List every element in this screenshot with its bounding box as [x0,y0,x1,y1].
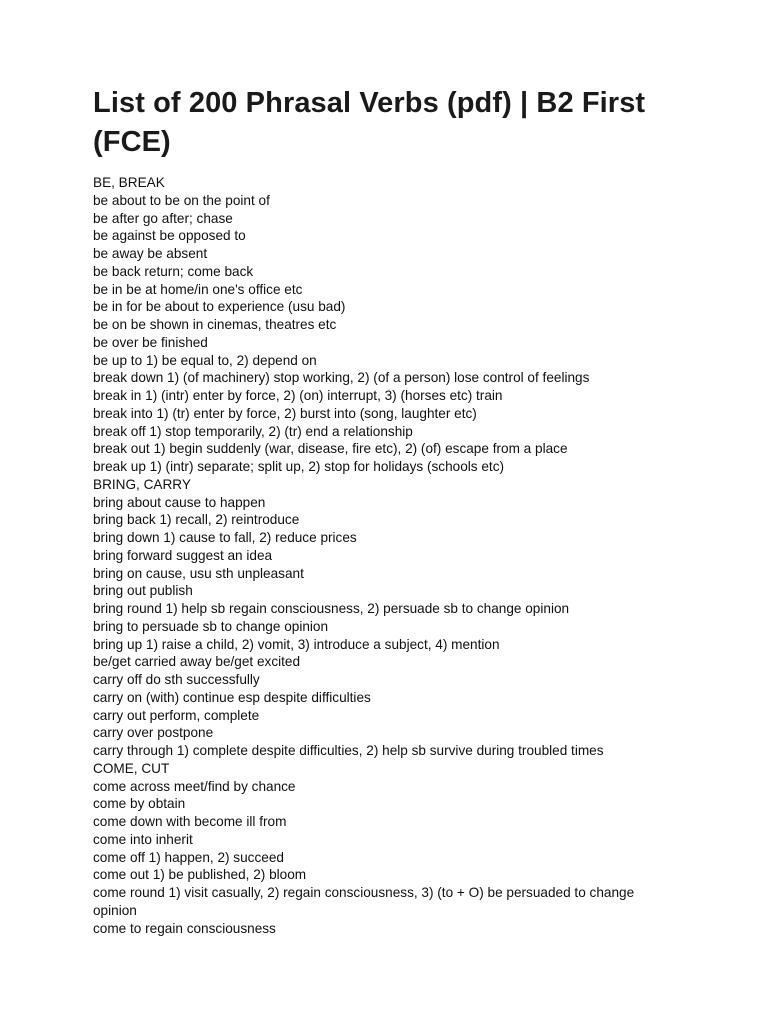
document-page [93,84,673,937]
list-line: be up to 1) be equal to, 2) depend on [93,352,317,368]
list-line: be against be opposed to [93,228,246,244]
list-line: come down with become ill from [93,814,287,829]
list-line: come into inherit [93,831,193,847]
list-line: bring forward suggest an idea [93,547,273,563]
list-line: break down 1) (of machinery) stop working, 2) (of a person) lose control of feelings [93,370,590,386]
list-line: come out 1) be published, 2) bloom [93,867,307,883]
list-line: break out 1) begin suddenly (war, disease, fire etc), 2) (of) escape from a place [93,441,568,457]
list-line: bring about cause to happen [93,494,266,510]
list-line: COME, CUT [93,760,170,776]
list-line: bring back 1) recall, 2) reintroduce [93,512,300,528]
list-line: carry over postpone [93,725,214,741]
list-line: carry off do sth successfully [93,672,260,687]
list-line: BE, BREAK [93,175,165,190]
list-line: be over be finished [93,334,208,350]
list-line: carry on (with) continue esp despite difficulties [93,689,371,705]
list-line: carry out perform, complete [93,707,260,723]
list-line: break in 1) (intr) enter by force, 2) (on) interrupt, 3) (horses etc) train [93,388,503,403]
list-line: come round 1) visit casually, 2) regain consciousness, 3) (to + O) be persuaded to change opinion [93,885,635,918]
list-line: be on be shown in cinemas, theatres etc [93,317,337,332]
list-line: come by obtain [93,796,186,812]
list-line: bring up 1) raise a child, 2) vomit, 3) introduce a subject, 4) mention [93,636,500,652]
list-line: break off 1) stop temporarily, 2) (tr) end a relationship [93,423,413,439]
list-line: bring to persuade sb to change opinion [93,618,329,634]
phrasal-verb-list [93,174,673,937]
list-line: break into 1) (tr) enter by force, 2) burst into (song, laughter etc) [93,405,477,421]
list-line: bring out publish [93,583,193,599]
list-line: be/get carried away be/get excited [93,654,301,670]
document-title: List of 200 Phrasal Verbs (pdf) | B2 First (FCE) [93,87,646,158]
list-line: be away be absent [93,246,208,261]
list-line: carry through 1) complete despite difficulties, 2) help sb survive during troubled times [93,743,604,758]
list-line: come to regain consciousness [93,920,276,936]
list-line: BRING, CARRY [93,476,191,492]
list-line: come off 1) happen, 2) succeed [93,849,284,865]
list-line: bring round 1) help sb regain consciousness, 2) persuade sb to change opinion [93,601,570,616]
list-line: break up 1) (intr) separate; split up, 2) stop for holidays (schools etc) [93,459,505,474]
list-line: be in be at home/in one's office etc [93,281,303,297]
list-line: come across meet/find by chance [93,778,296,794]
list-line: be in for be about to experience (usu bad) [93,299,346,315]
list-line: bring down 1) cause to fall, 2) reduce prices [93,530,357,545]
list-line: bring on cause, usu sth unpleasant [93,565,304,581]
list-line: be about to be on the point of [93,192,270,208]
list-line: be back return; come back [93,263,254,279]
list-line: be after go after; chase [93,210,233,226]
